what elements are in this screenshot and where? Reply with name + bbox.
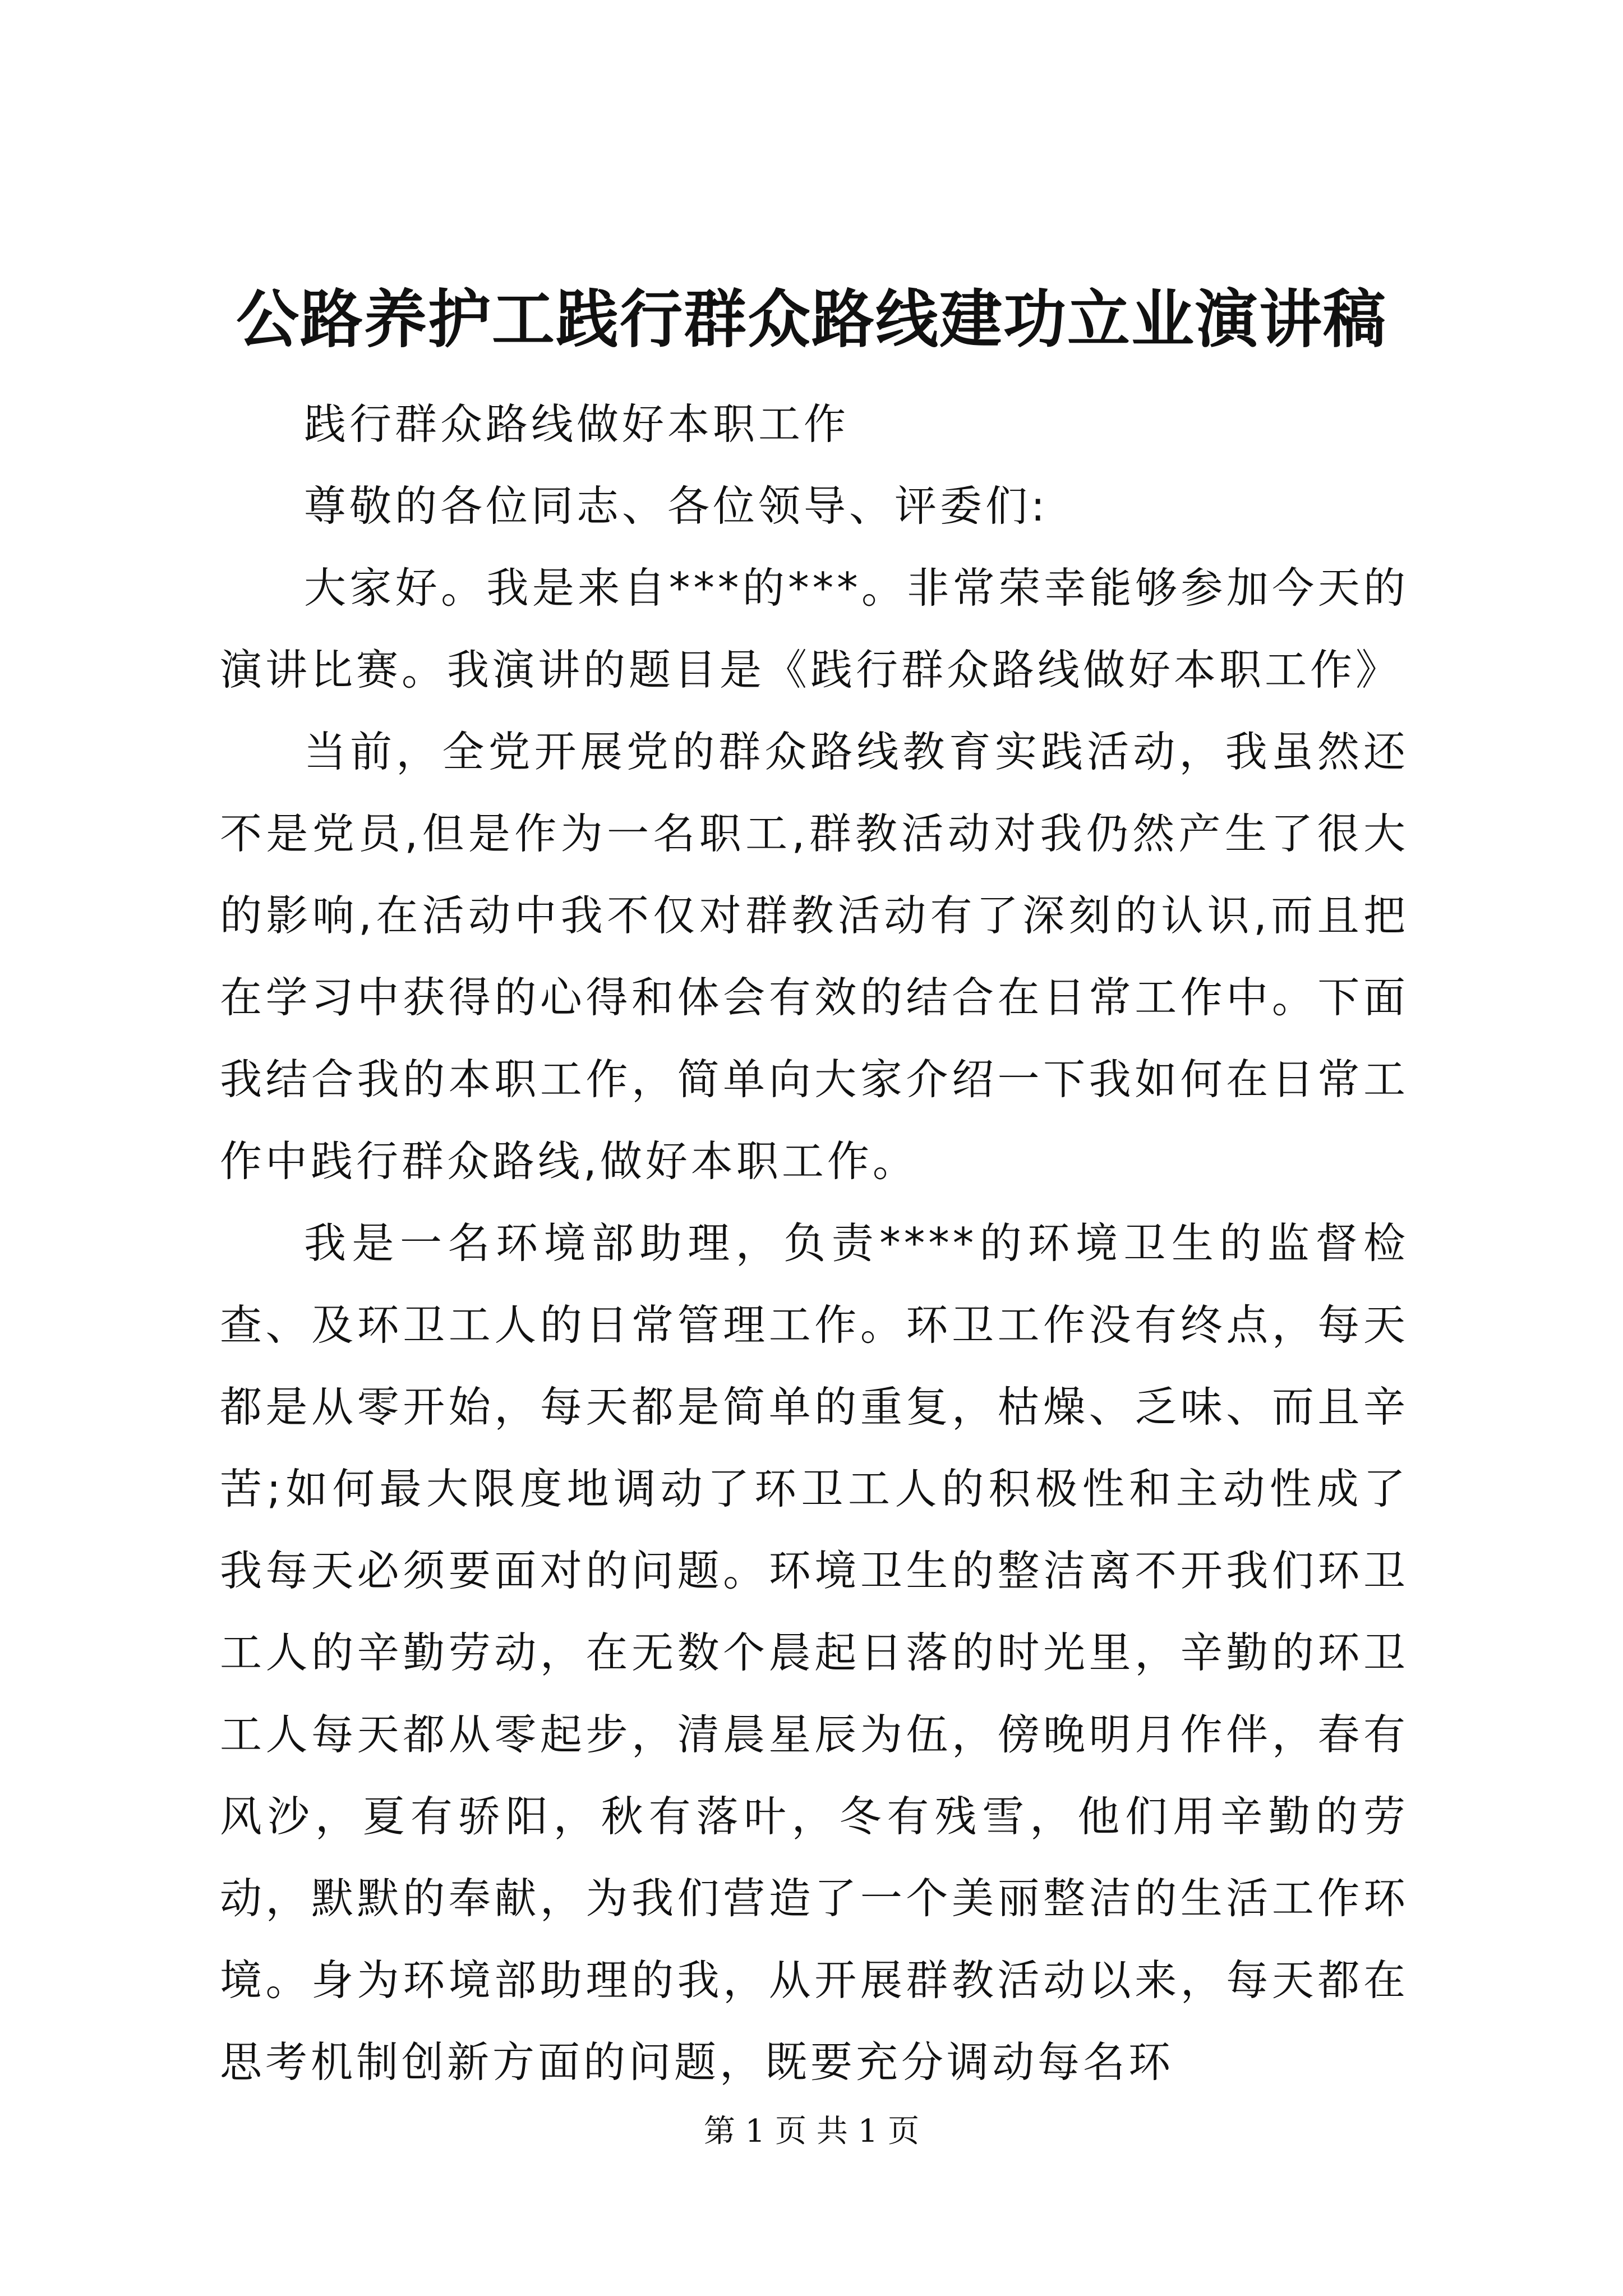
paragraph-work-description: 我是一名环境部助理，负责****的环境卫生的监督检查、及环卫工人的日常管理工作。环卫工作没有终点，每天都是从零开始，每天都是简单的重复，枯燥、乏味、而且辛苦;如何最大限度地调动了环卫工人的积极性和主动性成了我每天必须要面对的问题。环境卫生的整洁离不开我们环卫工人的辛勤劳动，在无数个晨起日落的时光里，辛勤的环卫工人每天都从零起步，清晨星辰为伍，傍晚明月作伴，春有风沙，夏有骄阳，秋有落叶，冬有残雪，他们用辛勤的劳动，默默的奉献，为我们营造了一个美丽整洁的生活工作环境。身为环境部助理的我，从开展群教活动以来，每天都在思考机制创新方面的问题，既要充分调动每名环 bbox=[220, 1218, 1409, 2087]
document-title: 公路养护工践行群众路线建功立业演讲稿 bbox=[236, 283, 1387, 356]
paragraph-introduction: 当前，全党开展党的群众路线教育实践活动，我虽然还不是党员,但是作为一名职工,群教活动对我仍然产生了很大的影响,在活动中我不仅对群教活动有了深刻的认识,而且把在学习中获得的心得和体会有效的结合在日常工作中。下面我结合我的本职工作，简单向大家介绍一下我如何在日常工作中践行群众路线,做好本职工作。 bbox=[220, 727, 1409, 1186]
paragraph-greeting: 大家好。我是来自***的***。非常荣幸能够参加今天的演讲比赛。我演讲的题目是《践行群众路线做好本职工作》 bbox=[220, 563, 1409, 694]
page-footer: 第 1 页 共 1 页 bbox=[703, 2113, 920, 2150]
document-body bbox=[220, 383, 1409, 2103]
paragraph-subtitle: 践行群众路线做好本职工作 bbox=[304, 399, 850, 449]
paragraph-salutation: 尊敬的各位同志、各位领导、评委们: bbox=[304, 481, 1049, 531]
